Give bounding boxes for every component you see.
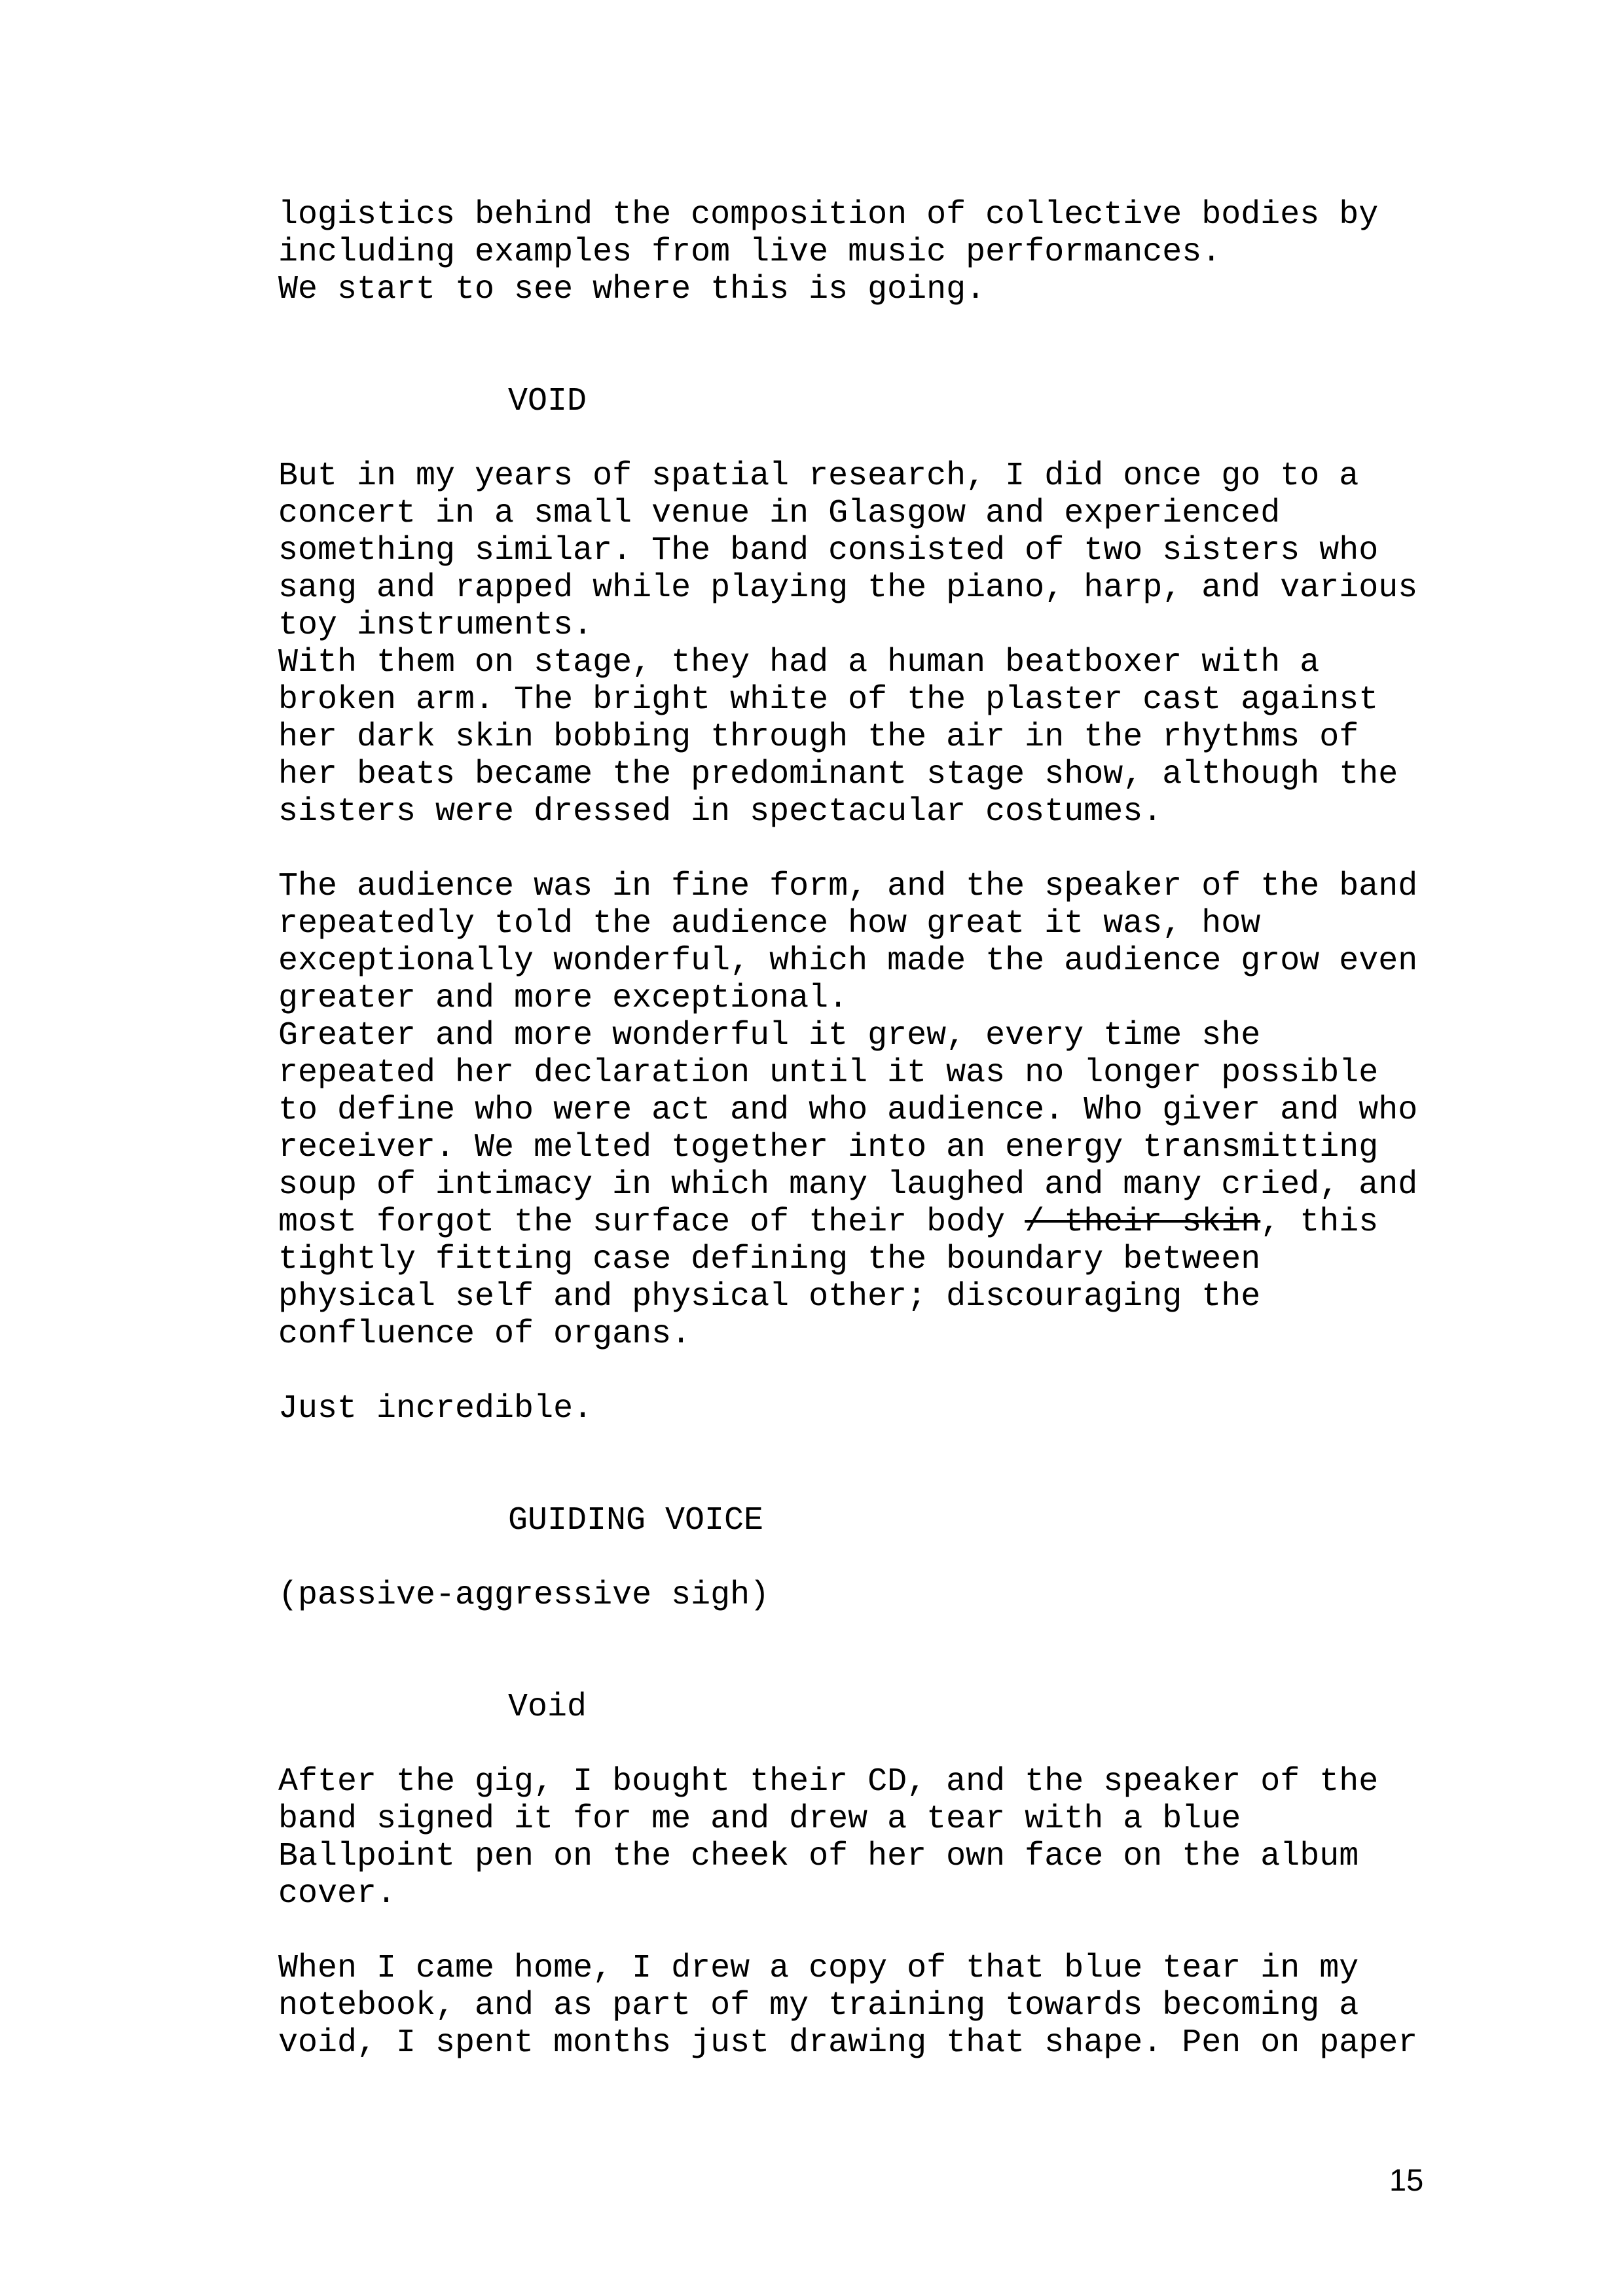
text-segment: After the gig, I bought their CD, and the speaker of the <box>278 1763 1379 1801</box>
text-line <box>278 793 1417 831</box>
action-block <box>278 196 1417 308</box>
text-segment: band signed it for me and drew a tear with a blue <box>278 1801 1241 1838</box>
action-block <box>278 1950 1417 2062</box>
text-line <box>278 532 1417 569</box>
text-segment: physical self and physical other; discouraging the <box>278 1278 1261 1316</box>
text-line <box>278 1763 1417 1801</box>
text-line <box>278 719 1417 756</box>
character-cue <box>508 1689 1417 1726</box>
text-line <box>278 196 1417 234</box>
text-line <box>508 383 1417 420</box>
text-segment: most forgot the surface of their body <box>278 1204 1025 1241</box>
text-segment: her dark skin bobbing through the air in the rhythms of <box>278 719 1359 756</box>
text-segment: VOID <box>508 383 587 420</box>
text-segment: confluence of organs. <box>278 1316 691 1353</box>
text-segment: repeatedly told the audience how great it was, how <box>278 905 1261 942</box>
text-line <box>278 457 1417 495</box>
text-segment: Greater and more wonderful it grew, every time she <box>278 1017 1261 1054</box>
text-segment: cover. <box>278 1875 397 1912</box>
text-segment: soup of intimacy in which many laughed and many cried, and <box>278 1166 1418 1204</box>
text-line <box>278 868 1417 905</box>
text-segment: greater and more exceptional. <box>278 980 848 1017</box>
strikethrough-text: / their skin <box>1025 1204 1261 1241</box>
text-segment: exceptionally wonderful, which made the audience grow even <box>278 942 1418 980</box>
text-segment: her beats became the predominant stage show, although the <box>278 756 1398 793</box>
text-segment: repeated her declaration until it was no longer possible <box>278 1054 1379 1092</box>
text-line <box>508 1502 1417 1539</box>
action-block <box>278 1763 1417 1912</box>
text-segment: , this <box>1260 1204 1379 1241</box>
text-segment: sang and rapped while playing the piano, harp, and various <box>278 569 1418 607</box>
character-cue <box>508 383 1417 420</box>
parenthetical-line <box>278 1577 1417 1614</box>
text-line <box>278 1838 1417 1875</box>
text-segment: toy instruments. <box>278 607 593 644</box>
text-segment: When I came home, I drew a copy of that blue tear in my <box>278 1950 1359 1987</box>
text-line <box>278 607 1417 644</box>
text-line <box>278 942 1417 980</box>
text-segment: But in my years of spatial research, I did once go to a <box>278 457 1359 495</box>
action-block <box>278 1390 1417 1427</box>
text-segment: receiver. We melted together into an energy transmitting <box>278 1129 1379 1166</box>
text-line <box>278 1166 1417 1204</box>
text-segment: including examples from live music performances. <box>278 234 1222 271</box>
text-line <box>278 2024 1417 2062</box>
text-segment: (passive-aggressive sigh) <box>278 1577 770 1614</box>
text-line <box>278 495 1417 532</box>
text-line <box>278 1054 1417 1092</box>
text-segment: We start to see where this is going. <box>278 271 986 308</box>
text-segment: notebook, and as part of my training towards becoming a <box>278 1987 1359 2024</box>
text-line <box>278 980 1417 1017</box>
text-line <box>278 1278 1417 1316</box>
text-segment: tightly fitting case defining the boundary between <box>278 1241 1261 1278</box>
page-number: 15 <box>1389 2162 1424 2197</box>
text-segment: With them on stage, they had a human beatboxer with a <box>278 644 1320 681</box>
action-block <box>278 457 1417 831</box>
text-line <box>278 1950 1417 1987</box>
text-segment: concert in a small venue in Glasgow and experienced <box>278 495 1281 532</box>
text-line <box>278 756 1417 793</box>
text-line <box>278 1204 1417 1241</box>
text-line <box>278 1577 1417 1614</box>
character-cue <box>508 1502 1417 1539</box>
text-line <box>278 1129 1417 1166</box>
text-line <box>278 1241 1417 1278</box>
text-segment: something similar. The band consisted of two sisters who <box>278 532 1379 569</box>
text-line <box>278 644 1417 681</box>
text-line <box>278 1316 1417 1353</box>
text-line <box>278 234 1417 271</box>
text-line <box>278 1801 1417 1838</box>
text-segment: GUIDING VOICE <box>508 1502 764 1539</box>
text-line <box>278 1017 1417 1054</box>
text-line <box>278 569 1417 607</box>
text-line <box>278 905 1417 942</box>
text-segment: broken arm. The bright white of the plaster cast against <box>278 681 1379 719</box>
text-segment: The audience was in fine form, and the speaker of the band <box>278 868 1418 905</box>
script-text <box>278 196 1417 2062</box>
text-line <box>508 1689 1417 1726</box>
text-segment: Void <box>508 1689 587 1726</box>
text-line <box>278 1987 1417 2024</box>
text-segment: to define who were act and who audience. Who giver and who <box>278 1092 1418 1129</box>
text-line <box>278 1390 1417 1427</box>
text-segment: logistics behind the composition of collective bodies by <box>278 196 1379 234</box>
text-line <box>278 681 1417 719</box>
text-line <box>278 1092 1417 1129</box>
action-block <box>278 868 1417 1353</box>
text-line <box>278 271 1417 308</box>
text-segment: sisters were dressed in spectacular costumes. <box>278 793 1163 831</box>
text-segment: Just incredible. <box>278 1390 593 1427</box>
text-segment: void, I spent months just drawing that shape. Pen on paper <box>278 2024 1418 2062</box>
text-segment: Ballpoint pen on the cheek of her own face on the album <box>278 1838 1359 1875</box>
text-line <box>278 1875 1417 1912</box>
